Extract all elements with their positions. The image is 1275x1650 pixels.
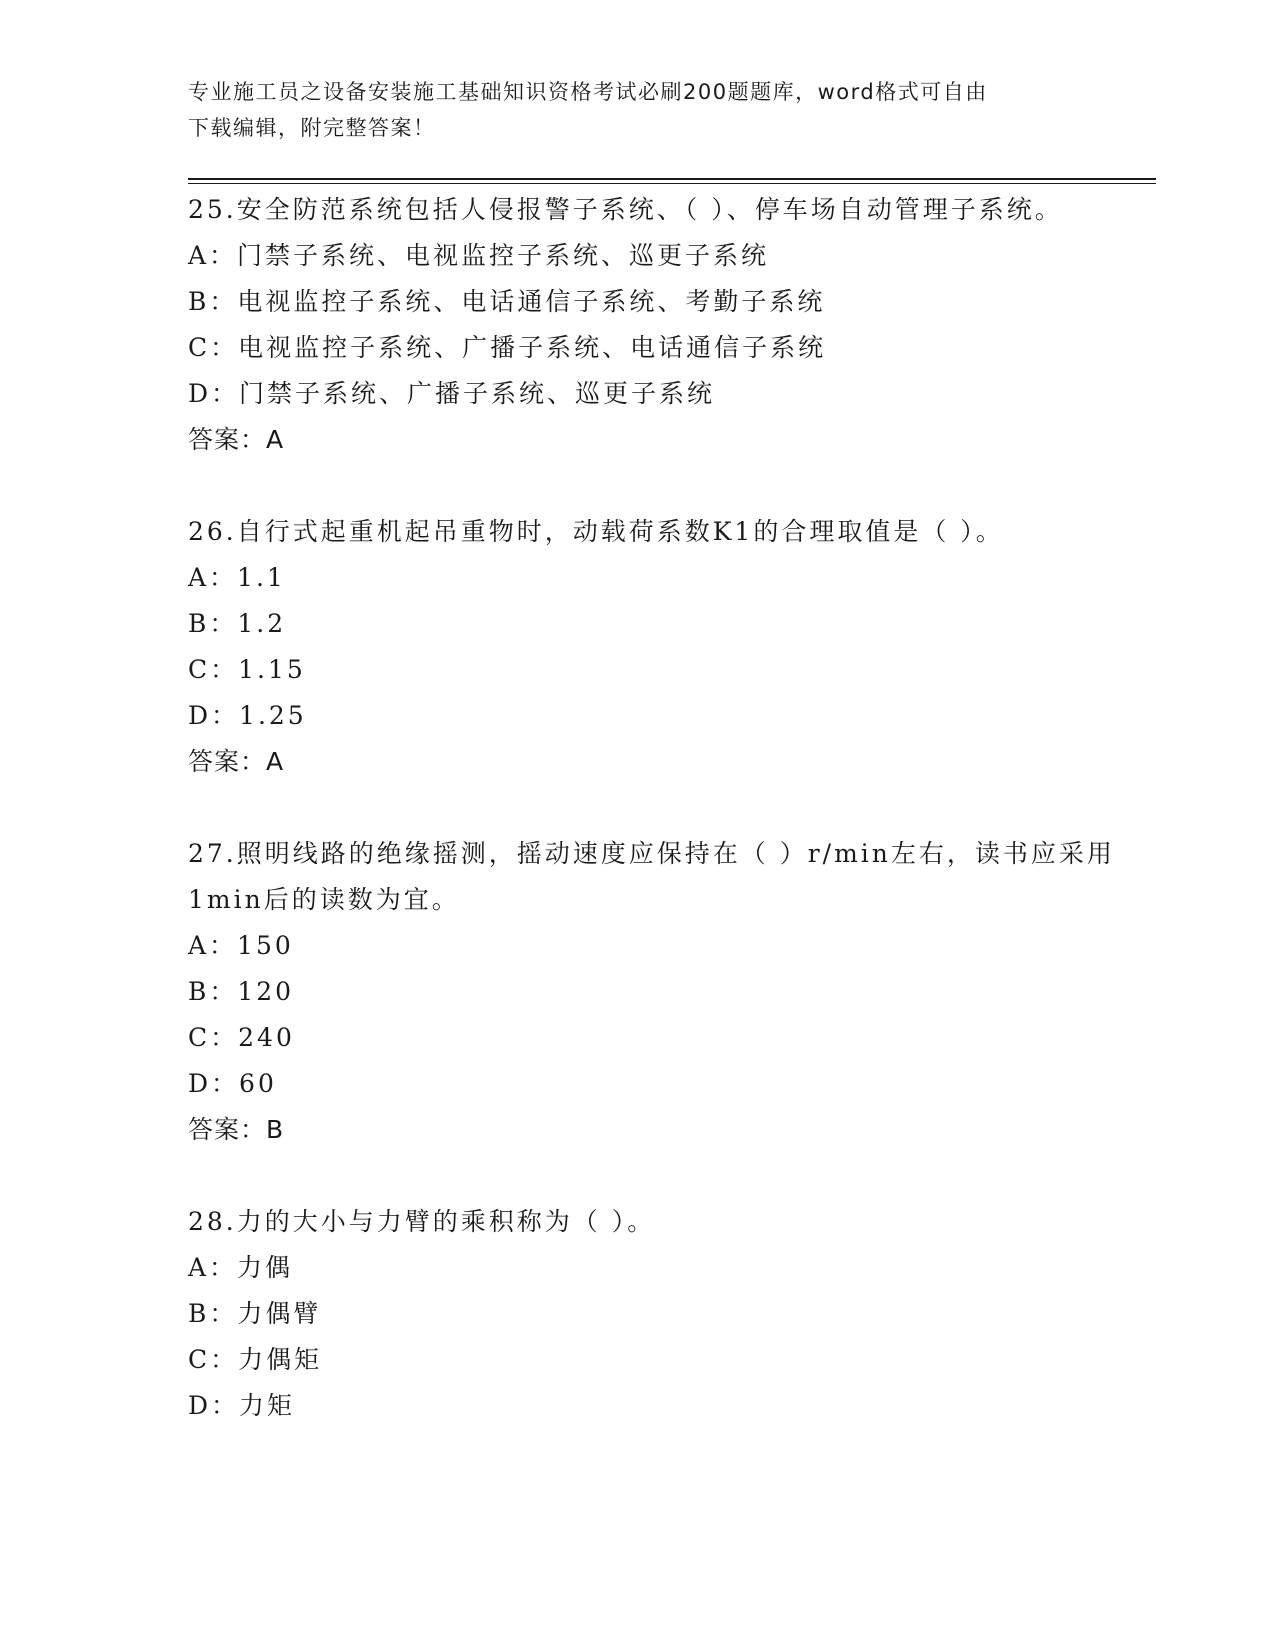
option-d: D：力矩 — [188, 1391, 296, 1420]
question-26 — [188, 509, 1118, 785]
option-d: D：门禁子系统、广播子系统、巡更子系统 — [188, 379, 716, 408]
header-divider-thin — [188, 183, 1156, 184]
option-a: A：力偶 — [188, 1253, 294, 1282]
question-27 — [188, 831, 1118, 1153]
question-list — [188, 187, 1118, 1475]
option-b: B：1.2 — [188, 609, 287, 638]
option-c: C：240 — [188, 1023, 295, 1052]
question-stem: 26.自行式起重机起吊重物时，动载荷系数K1的合理取值是（ ）。 — [188, 517, 1004, 546]
question-28 — [188, 1199, 1118, 1429]
document-header — [188, 74, 1088, 146]
question-stem: 27.照明线路的绝缘摇测，摇动速度应保持在（ ）r/min左右，读书应采用1min后的读数为宜。 — [188, 839, 1115, 914]
question-25 — [188, 187, 1118, 463]
question-stem: 25.安全防范系统包括人侵报警子系统、（ ）、停车场自动管理子系统。 — [188, 195, 1063, 224]
question-stem: 28.力的大小与力臂的乘积称为（ ）。 — [188, 1207, 656, 1236]
option-c: C：1.15 — [188, 655, 306, 684]
option-c: C：力偶矩 — [188, 1345, 323, 1374]
header-line-2: 下载编辑，附完整答案！ — [188, 116, 436, 140]
option-b: B：电视监控子系统、电话通信子系统、考勤子系统 — [188, 287, 826, 316]
answer-line: 答案：B — [188, 1115, 285, 1144]
option-a: A：150 — [188, 931, 294, 960]
option-d: D：60 — [188, 1069, 277, 1098]
option-d: D：1.25 — [188, 701, 307, 730]
option-b: B：120 — [188, 977, 295, 1006]
header-divider-thick — [188, 178, 1156, 180]
option-b: B：力偶臂 — [188, 1299, 322, 1328]
answer-line: 答案：A — [188, 747, 285, 776]
option-a: A：门禁子系统、电视监控子系统、巡更子系统 — [188, 241, 770, 270]
header-line-1: 专业施工员之设备安装施工基础知识资格考试必刷200题题库，word格式可自由 — [188, 80, 988, 104]
option-a: A：1.1 — [188, 563, 286, 592]
option-c: C：电视监控子系统、广播子系统、电话通信子系统 — [188, 333, 827, 362]
answer-line: 答案：A — [188, 425, 285, 454]
